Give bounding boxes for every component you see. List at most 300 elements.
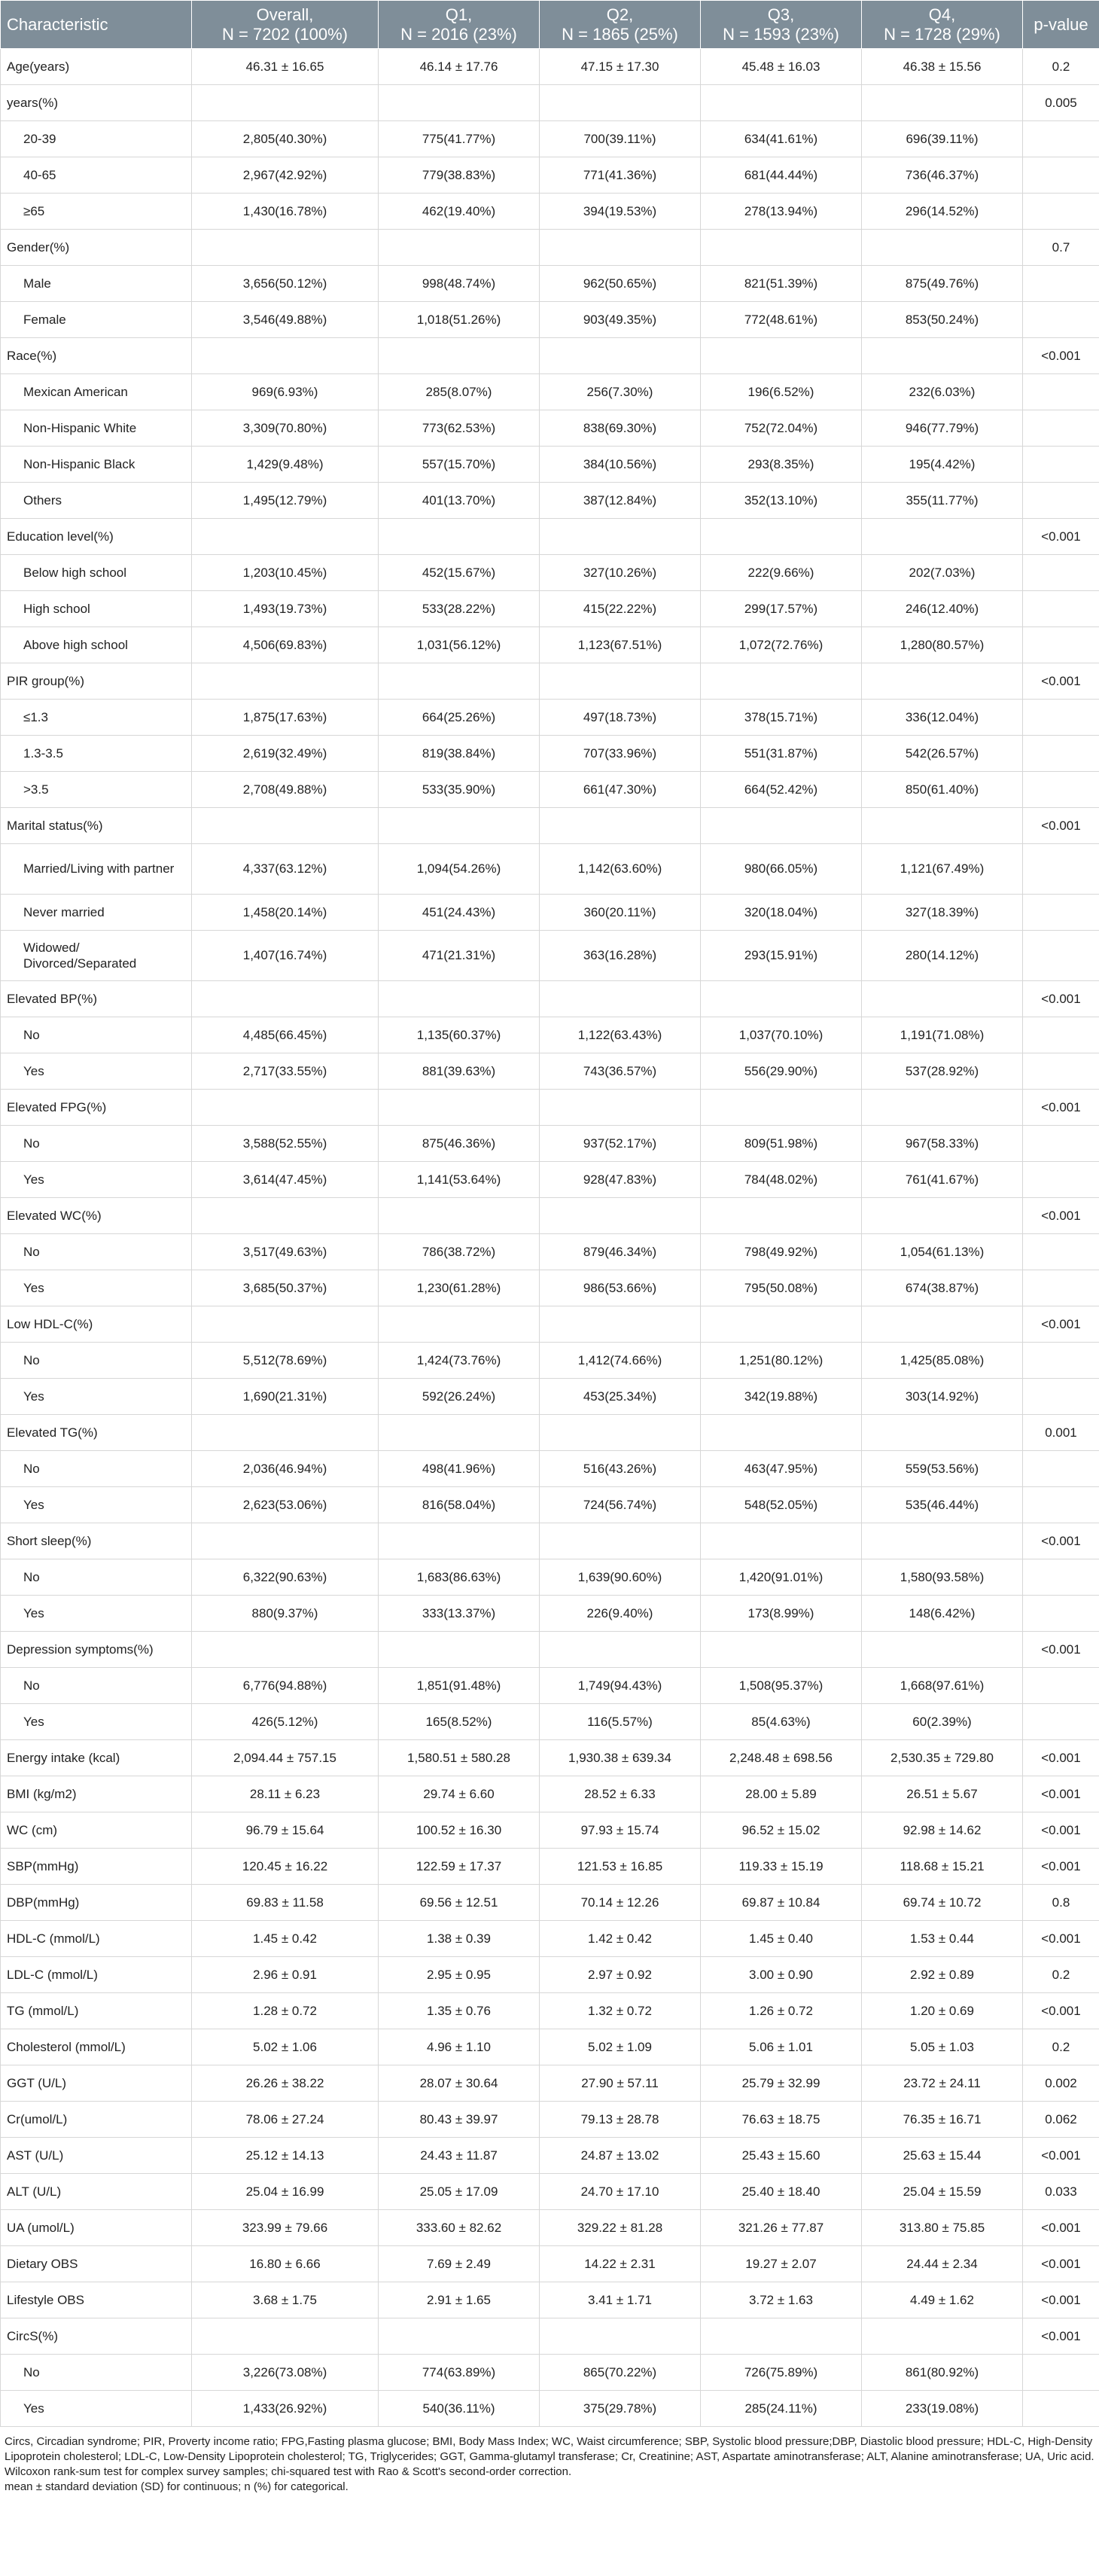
footnote: Circs, Circadian syndrome; PIR, Proverty income ratio; FPG,Fasting plasma glucose; BMI, Body Mass Index; WC, Waist circumference; SBP, Systolic blood pressure;DBP, Diastolic blood pressure; HDL-C, High-Density Lipoprotein cholesterol; LDL-C, Low-Density Lipoprotein cholesterol; TG, Triglycerides; GGT, Gamma-glutamyl transferase; Cr, Creatinine; AST, Aspartate aminotransferase; ALT, Alanine aminotransferase; UA, Uric acid. [5, 2435, 1094, 2463]
characteristic-cell: 40-65 [1, 157, 192, 194]
table-row [1, 1668, 1099, 1704]
value-cell [379, 338, 540, 374]
value-cell: 2.97 ± 0.92 [540, 1957, 701, 1993]
value-cell: 1,424(73.76%) [379, 1343, 540, 1379]
p-value-cell: <0.001 [1023, 2210, 1099, 2246]
characteristic-cell: Non-Hispanic Black [1, 447, 192, 483]
value-cell: 303(14.92%) [862, 1379, 1023, 1415]
value-cell: 233(19.08%) [862, 2391, 1023, 2427]
value-cell [540, 85, 701, 121]
value-cell: 2,805(40.30%) [192, 121, 379, 157]
p-value-cell [1023, 2391, 1099, 2427]
value-cell: 1.35 ± 0.76 [379, 1993, 540, 2029]
characteristic-cell: AST (U/L) [1, 2138, 192, 2174]
value-cell: 5,512(78.69%) [192, 1343, 379, 1379]
p-value-cell: <0.001 [1023, 2282, 1099, 2318]
value-cell: 743(36.57%) [540, 1053, 701, 1090]
table-row [1, 157, 1099, 194]
value-cell: 838(69.30%) [540, 410, 701, 447]
value-cell: 79.13 ± 28.78 [540, 2102, 701, 2138]
characteristic-cell: >3.5 [1, 772, 192, 808]
characteristic-cell: GGT (U/L) [1, 2065, 192, 2102]
table-row [1, 931, 1099, 981]
value-cell: 78.06 ± 27.24 [192, 2102, 379, 2138]
value-cell: 100.52 ± 16.30 [379, 1812, 540, 1849]
header-cell: Q3, N = 1593 (23%) [701, 1, 862, 49]
value-cell: 1,683(86.63%) [379, 1559, 540, 1596]
p-value-cell: <0.001 [1023, 1776, 1099, 1812]
value-cell [540, 663, 701, 700]
value-cell: 342(19.88%) [701, 1379, 862, 1415]
p-value-cell [1023, 1596, 1099, 1632]
value-cell: 46.14 ± 17.76 [379, 49, 540, 85]
value-cell: 6,322(90.63%) [192, 1559, 379, 1596]
value-cell: 3.00 ± 0.90 [701, 1957, 862, 1993]
value-cell [701, 1632, 862, 1668]
header-cell: Q1, N = 2016 (23%) [379, 1, 540, 49]
value-cell [192, 808, 379, 844]
table-row [1, 519, 1099, 555]
p-value-cell: 0.7 [1023, 230, 1099, 266]
value-cell: 3,656(50.12%) [192, 266, 379, 302]
value-cell [862, 1090, 1023, 1126]
value-cell [701, 2318, 862, 2355]
characteristic-cell: Others [1, 483, 192, 519]
value-cell [701, 1523, 862, 1559]
characteristic-cell: Above high school [1, 627, 192, 663]
table-row [1, 1451, 1099, 1487]
value-cell: 634(41.61%) [701, 121, 862, 157]
value-cell: 1,407(16.74%) [192, 931, 379, 981]
value-cell: 1,203(10.45%) [192, 555, 379, 591]
p-value-cell: <0.001 [1023, 1849, 1099, 1885]
value-cell: 937(52.17%) [540, 1126, 701, 1162]
value-cell: 60(2.39%) [862, 1704, 1023, 1740]
value-cell: 47.15 ± 17.30 [540, 49, 701, 85]
characteristic-cell: ALT (U/L) [1, 2174, 192, 2210]
value-cell: 969(6.93%) [192, 374, 379, 410]
characteristic-cell: Elevated FPG(%) [1, 1090, 192, 1126]
p-value-cell: 0.033 [1023, 2174, 1099, 2210]
p-value-cell: 0.062 [1023, 2102, 1099, 2138]
value-cell: 401(13.70%) [379, 483, 540, 519]
value-cell [862, 338, 1023, 374]
value-cell: 1.42 ± 0.42 [540, 1921, 701, 1957]
value-cell: 363(16.28%) [540, 931, 701, 981]
table-row [1, 1921, 1099, 1957]
characteristic-cell: HDL-C (mmol/L) [1, 1921, 192, 1957]
value-cell: 1,121(67.49%) [862, 844, 1023, 895]
characteristic-cell: Below high school [1, 555, 192, 591]
value-cell [379, 519, 540, 555]
value-cell [540, 981, 701, 1017]
characteristic-cell: BMI (kg/m2) [1, 1776, 192, 1812]
characteristic-cell: Elevated BP(%) [1, 981, 192, 1017]
value-cell: 2,623(53.06%) [192, 1487, 379, 1523]
value-cell: 661(47.30%) [540, 772, 701, 808]
p-value-cell: <0.001 [1023, 338, 1099, 374]
p-value-cell: <0.001 [1023, 981, 1099, 1017]
value-cell: 375(29.78%) [540, 2391, 701, 2427]
characteristic-cell: Age(years) [1, 49, 192, 85]
p-value-cell [1023, 1668, 1099, 1704]
value-cell: 336(12.04%) [862, 700, 1023, 736]
value-cell: 293(8.35%) [701, 447, 862, 483]
p-value-cell: <0.001 [1023, 519, 1099, 555]
value-cell: 3.72 ± 1.63 [701, 2282, 862, 2318]
value-cell: 70.14 ± 12.26 [540, 1885, 701, 1921]
value-cell: 967(58.33%) [862, 1126, 1023, 1162]
value-cell: 700(39.11%) [540, 121, 701, 157]
value-cell [540, 1198, 701, 1234]
table-row [1, 2029, 1099, 2065]
value-cell [540, 1523, 701, 1559]
value-cell: 96.79 ± 15.64 [192, 1812, 379, 1849]
value-cell: 4,506(69.83%) [192, 627, 379, 663]
value-cell: 1,493(19.73%) [192, 591, 379, 627]
value-cell: 784(48.02%) [701, 1162, 862, 1198]
value-cell: 1,420(91.01%) [701, 1559, 862, 1596]
value-cell: 85(4.63%) [701, 1704, 862, 1740]
value-cell [379, 1198, 540, 1234]
characteristic-cell: Marital status(%) [1, 808, 192, 844]
table-row [1, 1270, 1099, 1306]
value-cell: 222(9.66%) [701, 555, 862, 591]
characteristic-cell: Male [1, 266, 192, 302]
table-row [1, 338, 1099, 374]
characteristic-cell: Elevated TG(%) [1, 1415, 192, 1451]
value-cell: 559(53.56%) [862, 1451, 1023, 1487]
characteristic-cell: 20-39 [1, 121, 192, 157]
value-cell: 116(5.57%) [540, 1704, 701, 1740]
value-cell: 80.43 ± 39.97 [379, 2102, 540, 2138]
value-cell: 2.96 ± 0.91 [192, 1957, 379, 1993]
value-cell: 1,580(93.58%) [862, 1559, 1023, 1596]
value-cell: 333(13.37%) [379, 1596, 540, 1632]
value-cell: 773(62.53%) [379, 410, 540, 447]
value-cell [192, 85, 379, 121]
p-value-cell: <0.001 [1023, 1306, 1099, 1343]
value-cell [540, 808, 701, 844]
value-cell: 853(50.24%) [862, 302, 1023, 338]
table-row [1, 410, 1099, 447]
value-cell: 46.31 ± 16.65 [192, 49, 379, 85]
value-cell [379, 808, 540, 844]
value-cell: 707(33.96%) [540, 736, 701, 772]
value-cell [192, 1415, 379, 1451]
value-cell [862, 85, 1023, 121]
value-cell [862, 663, 1023, 700]
table-row [1, 2210, 1099, 2246]
characteristic-cell: No [1, 1343, 192, 1379]
value-cell: 795(50.08%) [701, 1270, 862, 1306]
value-cell [701, 663, 862, 700]
value-cell: 540(36.11%) [379, 2391, 540, 2427]
table-row [1, 772, 1099, 808]
characteristic-cell: Yes [1, 1704, 192, 1740]
value-cell: 2,967(42.92%) [192, 157, 379, 194]
header-cell: Q2, N = 1865 (25%) [540, 1, 701, 49]
p-value-cell: <0.001 [1023, 2138, 1099, 2174]
value-cell: 293(15.91%) [701, 931, 862, 981]
p-value-cell: <0.001 [1023, 1632, 1099, 1668]
p-value-cell [1023, 1487, 1099, 1523]
table-row [1, 1198, 1099, 1234]
value-cell: 5.05 ± 1.03 [862, 2029, 1023, 2065]
table-row [1, 1596, 1099, 1632]
value-cell: 14.22 ± 2.31 [540, 2246, 701, 2282]
p-value-cell: <0.001 [1023, 808, 1099, 844]
value-cell: 296(14.52%) [862, 194, 1023, 230]
value-cell: 384(10.56%) [540, 447, 701, 483]
value-cell [701, 85, 862, 121]
table-row [1, 2391, 1099, 2427]
table-row [1, 1849, 1099, 1885]
value-cell [862, 519, 1023, 555]
characteristic-cell: No [1, 1017, 192, 1053]
value-cell: 118.68 ± 15.21 [862, 1849, 1023, 1885]
value-cell: 6,776(94.88%) [192, 1668, 379, 1704]
table-row [1, 1017, 1099, 1053]
value-cell: 962(50.65%) [540, 266, 701, 302]
value-cell [379, 230, 540, 266]
p-value-cell [1023, 1343, 1099, 1379]
value-cell [379, 1523, 540, 1559]
characteristic-cell: Yes [1, 1162, 192, 1198]
characteristic-cell: Race(%) [1, 338, 192, 374]
value-cell [192, 1090, 379, 1126]
value-cell: 415(22.22%) [540, 591, 701, 627]
value-cell [540, 338, 701, 374]
characteristic-cell: Yes [1, 2391, 192, 2427]
value-cell: 69.83 ± 11.58 [192, 1885, 379, 1921]
table-row [1, 1885, 1099, 1921]
value-cell: 1.28 ± 0.72 [192, 1993, 379, 2029]
characteristic-cell: Energy intake (kcal) [1, 1740, 192, 1776]
p-value-cell [1023, 1451, 1099, 1487]
value-cell [862, 1415, 1023, 1451]
value-cell: 256(7.30%) [540, 374, 701, 410]
value-cell [192, 1632, 379, 1668]
value-cell: 246(12.40%) [862, 591, 1023, 627]
characteristic-cell: Yes [1, 1379, 192, 1415]
value-cell [192, 1306, 379, 1343]
value-cell: 5.02 ± 1.06 [192, 2029, 379, 2065]
value-cell: 1,580.51 ± 580.28 [379, 1740, 540, 1776]
header-row [1, 1, 1099, 49]
value-cell: 1,458(20.14%) [192, 895, 379, 931]
value-cell [701, 230, 862, 266]
value-cell: 226(9.40%) [540, 1596, 701, 1632]
value-cell: 1,054(61.13%) [862, 1234, 1023, 1270]
table-row [1, 49, 1099, 85]
value-cell: 1,123(67.51%) [540, 627, 701, 663]
value-cell [379, 1632, 540, 1668]
value-cell: 1,135(60.37%) [379, 1017, 540, 1053]
table-row [1, 266, 1099, 302]
p-value-cell: 0.2 [1023, 2029, 1099, 2065]
value-cell: 3,517(49.63%) [192, 1234, 379, 1270]
table-row [1, 663, 1099, 700]
value-cell [379, 1306, 540, 1343]
value-cell [192, 2318, 379, 2355]
value-cell: 2,530.35 ± 729.80 [862, 1740, 1023, 1776]
value-cell: 25.40 ± 18.40 [701, 2174, 862, 2210]
characteristic-cell: Female [1, 302, 192, 338]
value-cell: 1,690(21.31%) [192, 1379, 379, 1415]
value-cell: 533(28.22%) [379, 591, 540, 627]
value-cell: 313.80 ± 75.85 [862, 2210, 1023, 2246]
value-cell: 2,094.44 ± 757.15 [192, 1740, 379, 1776]
value-cell [862, 808, 1023, 844]
characteristic-cell: No [1, 1559, 192, 1596]
value-cell: 2,619(32.49%) [192, 736, 379, 772]
header-cell: Overall, N = 7202 (100%) [192, 1, 379, 49]
value-cell: 25.04 ± 15.59 [862, 2174, 1023, 2210]
value-cell [862, 2318, 1023, 2355]
value-cell: 195(4.42%) [862, 447, 1023, 483]
value-cell: 148(6.42%) [862, 1596, 1023, 1632]
table-row [1, 2355, 1099, 2391]
value-cell: 165(8.52%) [379, 1704, 540, 1740]
value-cell: 498(41.96%) [379, 1451, 540, 1487]
p-value-cell [1023, 736, 1099, 772]
footnote: Wilcoxon rank-sum test for complex survey samples; chi-squared test with Rao & Scott's second-order correction. [5, 2465, 572, 2478]
value-cell: 816(58.04%) [379, 1487, 540, 1523]
value-cell: 1.20 ± 0.69 [862, 1993, 1023, 2029]
characteristic-cell: Short sleep(%) [1, 1523, 192, 1559]
value-cell: 724(56.74%) [540, 1487, 701, 1523]
value-cell [701, 1415, 862, 1451]
value-cell: 798(49.92%) [701, 1234, 862, 1270]
value-cell [540, 1632, 701, 1668]
table-row [1, 844, 1099, 895]
value-cell [379, 1090, 540, 1126]
p-value-cell: <0.001 [1023, 2246, 1099, 2282]
value-cell: 736(46.37%) [862, 157, 1023, 194]
value-cell: 556(29.90%) [701, 1053, 862, 1090]
value-cell: 46.38 ± 15.56 [862, 49, 1023, 85]
table-row [1, 2174, 1099, 2210]
value-cell: 299(17.57%) [701, 591, 862, 627]
value-cell: 881(39.63%) [379, 1053, 540, 1090]
characteristic-cell: WC (cm) [1, 1812, 192, 1849]
value-cell: 323.99 ± 79.66 [192, 2210, 379, 2246]
value-cell: 173(8.99%) [701, 1596, 862, 1632]
p-value-cell [1023, 1053, 1099, 1090]
characteristic-cell: Gender(%) [1, 230, 192, 266]
value-cell: 394(19.53%) [540, 194, 701, 230]
table-row [1, 1343, 1099, 1379]
value-cell: 1,094(54.26%) [379, 844, 540, 895]
value-cell [540, 230, 701, 266]
value-cell: 2.91 ± 1.65 [379, 2282, 540, 2318]
value-cell: 819(38.84%) [379, 736, 540, 772]
value-cell: 726(75.89%) [701, 2355, 862, 2391]
characteristic-cell: Yes [1, 1270, 192, 1306]
p-value-cell: <0.001 [1023, 1523, 1099, 1559]
value-cell: 69.56 ± 12.51 [379, 1885, 540, 1921]
table-row [1, 2282, 1099, 2318]
value-cell [192, 1198, 379, 1234]
table-row [1, 194, 1099, 230]
value-cell: 25.05 ± 17.09 [379, 2174, 540, 2210]
value-cell: 120.45 ± 16.22 [192, 1849, 379, 1885]
value-cell: 551(31.87%) [701, 736, 862, 772]
table-row [1, 1126, 1099, 1162]
value-cell: 497(18.73%) [540, 700, 701, 736]
p-value-cell [1023, 483, 1099, 519]
value-cell: 1,037(70.10%) [701, 1017, 862, 1053]
value-cell: 1,875(17.63%) [192, 700, 379, 736]
value-cell: 537(28.92%) [862, 1053, 1023, 1090]
value-cell: 928(47.83%) [540, 1162, 701, 1198]
value-cell: 28.07 ± 30.64 [379, 2065, 540, 2102]
value-cell: 779(38.83%) [379, 157, 540, 194]
value-cell: 786(38.72%) [379, 1234, 540, 1270]
p-value-cell [1023, 931, 1099, 981]
characteristic-cell: LDL-C (mmol/L) [1, 1957, 192, 1993]
value-cell: 360(20.11%) [540, 895, 701, 931]
value-cell [701, 1306, 862, 1343]
value-cell: 28.52 ± 6.33 [540, 1776, 701, 1812]
value-cell [701, 338, 862, 374]
table-row [1, 2065, 1099, 2102]
table-row [1, 447, 1099, 483]
value-cell: 2,708(49.88%) [192, 772, 379, 808]
p-value-cell [1023, 591, 1099, 627]
value-cell: 329.22 ± 81.28 [540, 2210, 701, 2246]
characteristic-cell: No [1, 1234, 192, 1270]
table-row [1, 808, 1099, 844]
value-cell [701, 519, 862, 555]
characteristic-cell: Depression symptoms(%) [1, 1632, 192, 1668]
p-value-cell: 0.2 [1023, 1957, 1099, 1993]
value-cell: 1,851(91.48%) [379, 1668, 540, 1704]
p-value-cell [1023, 447, 1099, 483]
characteristic-cell: Widowed/ Divorced/Separated [1, 931, 192, 981]
value-cell: 986(53.66%) [540, 1270, 701, 1306]
value-cell: 320(18.04%) [701, 895, 862, 931]
value-cell: 29.74 ± 6.60 [379, 1776, 540, 1812]
table-row [1, 121, 1099, 157]
p-value-cell: <0.001 [1023, 1921, 1099, 1957]
value-cell: 861(80.92%) [862, 2355, 1023, 2391]
value-cell: 3.68 ± 1.75 [192, 2282, 379, 2318]
value-cell: 752(72.04%) [701, 410, 862, 447]
value-cell: 16.80 ± 6.66 [192, 2246, 379, 2282]
characteristic-cell: Yes [1, 1053, 192, 1090]
characteristic-cell: Married/Living with partner [1, 844, 192, 895]
value-cell: 451(24.43%) [379, 895, 540, 931]
characteristic-cell: High school [1, 591, 192, 627]
table-row [1, 736, 1099, 772]
value-cell: 533(35.90%) [379, 772, 540, 808]
value-cell: 4,485(66.45%) [192, 1017, 379, 1053]
table-row [1, 1487, 1099, 1523]
value-cell [540, 1090, 701, 1126]
value-cell: 1,639(90.60%) [540, 1559, 701, 1596]
value-cell [379, 1415, 540, 1451]
value-cell [862, 1523, 1023, 1559]
characteristic-cell: Cholesterol (mmol/L) [1, 2029, 192, 2065]
value-cell: 355(11.77%) [862, 483, 1023, 519]
characteristic-cell: 1.3-3.5 [1, 736, 192, 772]
value-cell: 3,226(73.08%) [192, 2355, 379, 2391]
p-value-cell [1023, 1017, 1099, 1053]
value-cell: 96.52 ± 15.02 [701, 1812, 862, 1849]
table-row [1, 1812, 1099, 1849]
